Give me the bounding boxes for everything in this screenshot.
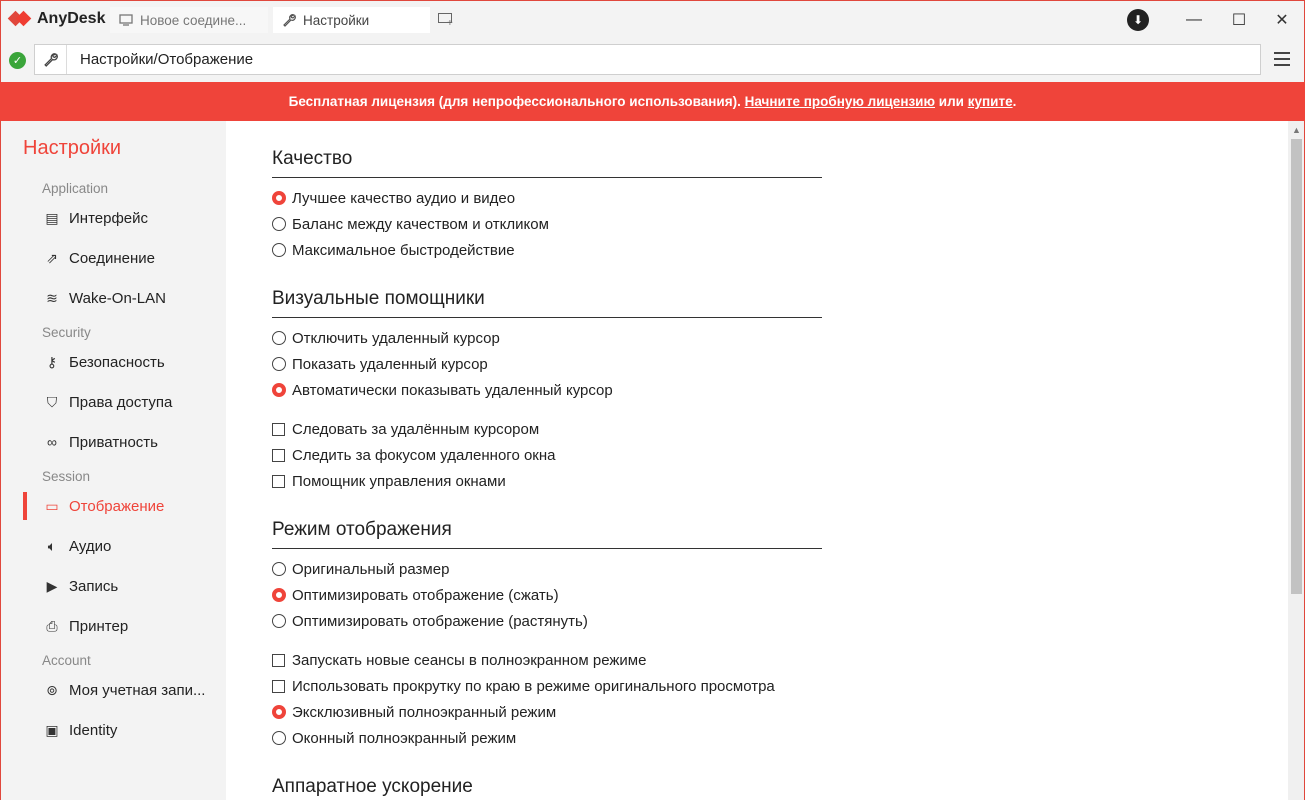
close-button[interactable]: ✕ bbox=[1275, 12, 1289, 29]
scroll-up-arrow-icon[interactable]: ▲ bbox=[1292, 125, 1301, 135]
option-label: Следить за фокусом удаленного окна bbox=[292, 446, 556, 464]
sidebar-group-security: Security bbox=[42, 325, 91, 340]
anydesk-logo bbox=[9, 10, 105, 28]
scrollbar-thumb[interactable] bbox=[1291, 139, 1302, 594]
section-title: Качество bbox=[272, 148, 822, 178]
monitor-icon: ▭ bbox=[45, 497, 59, 514]
option-label: Баланс между качеством и откликом bbox=[292, 215, 549, 233]
radio-button[interactable] bbox=[272, 731, 286, 745]
checkbox-follow-cursor[interactable] bbox=[272, 418, 539, 440]
option-label: Эксклюзивный полноэкранный режим bbox=[292, 703, 557, 721]
sidebar-item-label: Соединение bbox=[69, 249, 155, 267]
hamburger-menu-icon[interactable] bbox=[1274, 52, 1290, 66]
sidebar-item-label: Безопасность bbox=[69, 353, 165, 371]
checkbox[interactable] bbox=[272, 449, 285, 462]
section-display-mode bbox=[272, 519, 822, 549]
sidebar-item-interface[interactable] bbox=[23, 204, 223, 232]
monitor-icon bbox=[118, 14, 134, 26]
sidebar-item-display[interactable] bbox=[23, 492, 223, 520]
address-bar-row bbox=[0, 38, 1305, 82]
option-label: Оптимизировать отображение (растянуть) bbox=[292, 612, 588, 630]
trial-license-link[interactable]: Начните пробную лицензию bbox=[744, 94, 936, 109]
option-label: Оригинальный размер bbox=[292, 560, 450, 578]
sidebar-title: Настройки bbox=[23, 137, 122, 159]
checkbox[interactable] bbox=[272, 680, 285, 693]
settings-content bbox=[226, 121, 1288, 800]
interface-icon: ▤ bbox=[45, 209, 59, 226]
checkbox-fullscreen-start[interactable] bbox=[272, 649, 646, 671]
section-title: Режим отображения bbox=[272, 519, 822, 549]
option-label: Максимальное быстродействие bbox=[292, 241, 515, 259]
wifi-icon: ≋ bbox=[46, 289, 58, 306]
key-icon: ⚷ bbox=[46, 353, 58, 370]
option-label: Показать удаленный курсор bbox=[292, 355, 488, 373]
radio-button[interactable] bbox=[272, 705, 286, 719]
checkbox-edge-scroll[interactable] bbox=[272, 675, 775, 697]
id-card-icon: ▣ bbox=[45, 721, 59, 738]
section-visual-helpers bbox=[272, 288, 822, 318]
radio-windowed-fullscreen[interactable] bbox=[272, 727, 516, 749]
play-icon: ▶ bbox=[46, 577, 58, 594]
banner-end: . bbox=[1012, 94, 1017, 109]
radio-quality-fast[interactable] bbox=[272, 239, 515, 261]
sidebar-item-label: Моя учетная запи... bbox=[69, 681, 206, 699]
license-banner bbox=[0, 82, 1305, 121]
account-icon: ⊚ bbox=[46, 681, 58, 698]
sidebar-item-label: Аудио bbox=[69, 537, 112, 555]
app-name: AnyDesk bbox=[37, 10, 106, 27]
radio-quality-best[interactable] bbox=[272, 187, 515, 209]
radio-button[interactable] bbox=[272, 191, 286, 205]
sidebar-item-printer[interactable] bbox=[23, 612, 223, 640]
radio-button[interactable] bbox=[272, 331, 286, 345]
sidebar-item-label: Wake-On-LAN bbox=[69, 289, 166, 307]
status-ok-icon: ✓ bbox=[9, 52, 26, 69]
wrench-icon bbox=[35, 45, 67, 74]
section-hw-accel bbox=[272, 776, 822, 800]
tab-new-connection[interactable] bbox=[110, 7, 268, 33]
tab-label: Настройки bbox=[303, 12, 370, 28]
sidebar-item-label: Отображение bbox=[69, 497, 165, 515]
shield-icon: ⛉ bbox=[46, 393, 58, 410]
banner-text: Бесплатная лицензия (для непрофессионального использования). bbox=[288, 94, 741, 109]
download-icon[interactable]: ⬇ bbox=[1127, 9, 1149, 31]
radio-button[interactable] bbox=[272, 243, 286, 257]
radio-cursor-auto[interactable] bbox=[272, 379, 613, 401]
sidebar-item-audio[interactable] bbox=[23, 532, 223, 560]
new-tab-icon[interactable]: + bbox=[438, 11, 454, 27]
radio-button[interactable] bbox=[272, 217, 286, 231]
sidebar-item-label: Приватность bbox=[69, 433, 158, 451]
option-label: Лучшее качество аудио и видео bbox=[292, 189, 516, 207]
sidebar-item-my-account[interactable] bbox=[23, 676, 223, 704]
radio-button[interactable] bbox=[272, 357, 286, 371]
radio-quality-balance[interactable] bbox=[272, 213, 549, 235]
sidebar-item-identity[interactable] bbox=[23, 716, 223, 744]
sidebar-item-label: Интерфейс bbox=[69, 209, 149, 227]
sidebar-group-application: Application bbox=[42, 181, 109, 196]
banner-or: или bbox=[938, 94, 964, 109]
option-label: Оконный полноэкранный режим bbox=[292, 729, 517, 747]
option-label: Автоматически показывать удаленный курсор bbox=[292, 381, 613, 399]
checkbox-window-helper[interactable] bbox=[272, 470, 506, 492]
wrench-icon bbox=[281, 13, 297, 27]
radio-button[interactable] bbox=[272, 383, 286, 397]
radio-exclusive-fullscreen[interactable] bbox=[272, 701, 556, 723]
sidebar-item-connection[interactable] bbox=[23, 244, 223, 272]
radio-button[interactable] bbox=[272, 614, 286, 628]
sidebar-group-session: Session bbox=[42, 469, 91, 484]
sidebar-item-privacy[interactable] bbox=[23, 428, 223, 456]
section-title: Визуальные помощники bbox=[272, 288, 822, 318]
sidebar-item-label: Права доступа bbox=[69, 393, 173, 411]
sidebar-item-recording[interactable] bbox=[23, 572, 223, 600]
anydesk-logo-icon bbox=[9, 10, 31, 28]
checkbox[interactable] bbox=[272, 475, 285, 488]
radio-original-size[interactable] bbox=[272, 558, 449, 580]
speaker-icon: 🔈︎ bbox=[47, 537, 57, 554]
radio-optimize-shrink[interactable] bbox=[272, 584, 559, 606]
checkbox[interactable] bbox=[272, 423, 285, 436]
maximize-button[interactable]: ☐ bbox=[1231, 12, 1247, 29]
connection-icon: ⇗ bbox=[46, 249, 58, 266]
sidebar-group-account: Account bbox=[42, 653, 91, 668]
radio-button[interactable] bbox=[272, 588, 286, 602]
address-path: Настройки/Отображение bbox=[80, 51, 254, 68]
tab-settings[interactable] bbox=[273, 7, 430, 33]
sidebar-item-label: Identity bbox=[69, 721, 118, 739]
option-label: Использовать прокрутку по краю в режиме оригинального просмотра bbox=[292, 677, 775, 695]
checkbox[interactable] bbox=[272, 654, 285, 667]
vertical-scrollbar[interactable] bbox=[1288, 121, 1305, 800]
tab-label: Новое соедине... bbox=[140, 12, 247, 28]
sidebar-item-permissions[interactable] bbox=[23, 388, 223, 416]
minimize-button[interactable]: — bbox=[1186, 11, 1202, 28]
settings-sidebar bbox=[0, 121, 226, 800]
option-label: Помощник управления окнами bbox=[292, 472, 506, 490]
printer-icon: ⎙ bbox=[46, 617, 58, 634]
radio-optimize-stretch[interactable] bbox=[272, 610, 588, 632]
sidebar-item-wol[interactable] bbox=[23, 284, 223, 312]
option-label: Отключить удаленный курсор bbox=[292, 329, 500, 347]
checkbox-follow-focus[interactable] bbox=[272, 444, 556, 466]
option-label: Следовать за удалённым курсором bbox=[292, 420, 540, 438]
option-label: Запускать новые сеансы в полноэкранном режиме bbox=[292, 651, 647, 669]
option-label: Оптимизировать отображение (сжать) bbox=[292, 586, 559, 604]
sidebar-item-security[interactable] bbox=[23, 348, 223, 376]
radio-button[interactable] bbox=[272, 562, 286, 576]
radio-cursor-show[interactable] bbox=[272, 353, 488, 375]
buy-link[interactable]: купите bbox=[967, 94, 1013, 109]
section-title: Аппаратное ускорение bbox=[272, 776, 822, 800]
section-quality bbox=[272, 148, 822, 178]
sidebar-item-label: Принтер bbox=[69, 617, 129, 635]
radio-cursor-disable[interactable] bbox=[272, 327, 500, 349]
address-input[interactable] bbox=[34, 44, 1261, 75]
glasses-icon: ∞ bbox=[47, 434, 57, 450]
sidebar-item-label: Запись bbox=[69, 577, 119, 595]
title-bar bbox=[0, 0, 1305, 38]
